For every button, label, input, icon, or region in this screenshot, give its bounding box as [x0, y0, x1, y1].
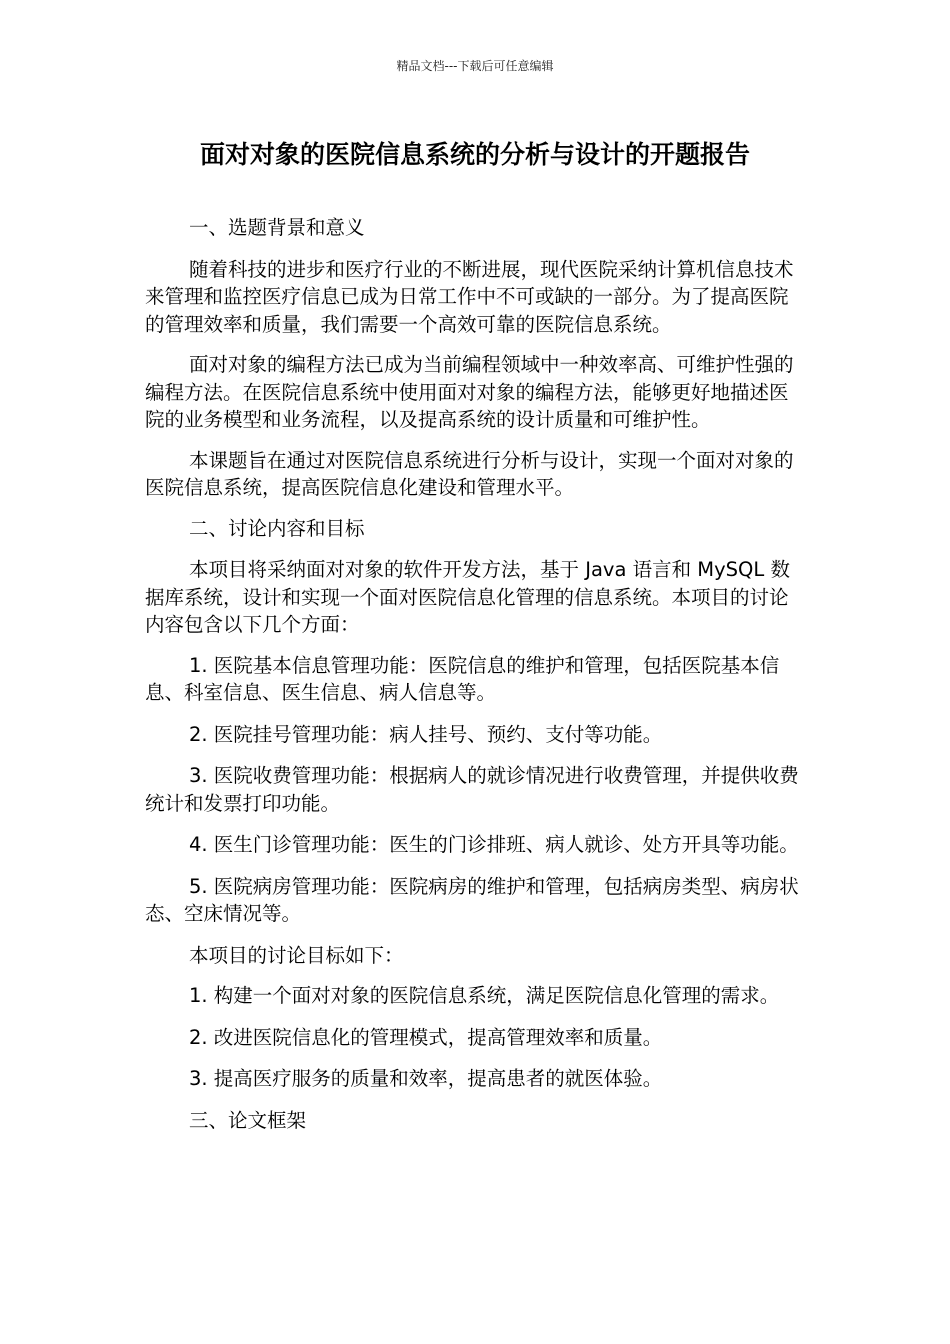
paragraph-background-2: 面对对象的编程方法已成为当前编程领域中一种效率高、可维护性强的编程方法。在医院信息系统中使用面对对象的编程方法，能够更好地描述医院的业务模型和业务流程，以及提高系统的设计质量和可维护性。 [145, 353, 794, 431]
list-item-goal-2: 2. 改进医院信息化的管理模式，提高管理效率和质量。 [189, 1025, 663, 1049]
paragraph-content-intro: 本项目将采纳面对对象的软件开发方法，基于 Java 语言和 MySQL 数据库系统，设计和实现一个面对医院信息化管理的信息系统。本项目的讨论内容包含以下几个方面： [145, 558, 790, 636]
document-body [145, 214, 805, 1148]
list-item-content-1: 1. 医院基本信息管理功能：医院信息的维护和管理，包括医院基本信息、科室信息、医生信息、病人信息等。 [145, 653, 780, 704]
list-item-content-4: 4. 医生门诊管理功能：医生的门诊排班、病人就诊、处方开具等功能。 [189, 833, 799, 856]
document-title: 面对对象的医院信息系统的分析与设计的开题报告 [199, 140, 750, 169]
paragraph-background-1: 随着科技的进步和医疗行业的不断进展，现代医院采纳计算机信息技术来管理和监控医疗信息已成为日常工作中不可或缺的一部分。为了提高医院的管理效率和质量，我们需要一个高效可靠的医院信息系统。 [145, 257, 794, 336]
list-item-goal-3: 3. 提高医疗服务的质量和效率，提高患者的就医体验。 [189, 1067, 663, 1090]
section-heading-content-goals: 二、讨论内容和目标 [189, 516, 365, 540]
header-note: 精品文档---下载后可任意编辑 [396, 59, 554, 73]
section-heading-framework: 三、论文框架 [189, 1108, 307, 1132]
list-item-goal-1: 1. 构建一个面对对象的医院信息系统，满足医院信息化管理的需求。 [189, 984, 780, 1007]
paragraph-background-3: 本课题旨在通过对医院信息系统进行分析与设计，实现一个面对对象的医院信息系统，提高医院信息化建设和管理水平。 [145, 448, 794, 499]
list-item-content-5: 5. 医院病房管理功能：医院病房的维护和管理，包括病房类型、病房状态、空床情况等。 [145, 874, 799, 925]
list-item-content-2: 2. 医院挂号管理功能：病人挂号、预约、支付等功能。 [189, 722, 663, 746]
paragraph-goals-intro: 本项目的讨论目标如下： [189, 943, 404, 967]
section-heading-background: 一、选题背景和意义 [189, 216, 365, 239]
list-item-content-3: 3. 医院收费管理功能：根据病人的就诊情况进行收费管理，并提供收费统计和发票打印功能。 [145, 764, 799, 815]
